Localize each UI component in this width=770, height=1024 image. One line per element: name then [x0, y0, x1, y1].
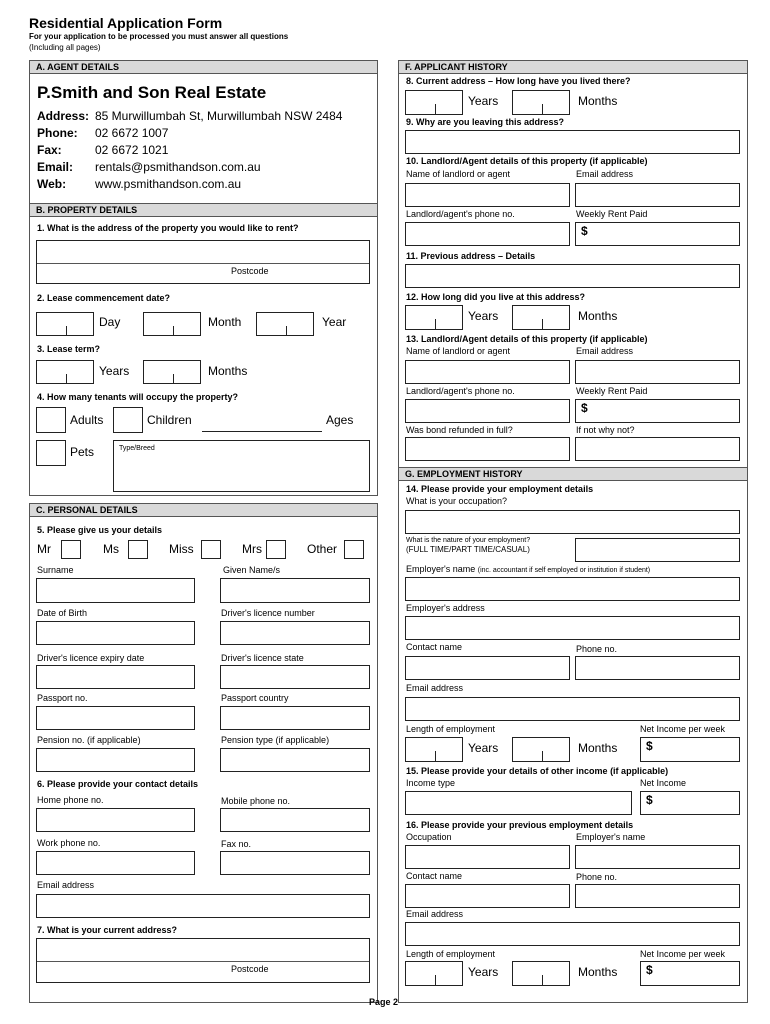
question-2: 2. Lease commencement date? — [37, 293, 171, 303]
months-label: Months — [208, 364, 248, 378]
weekly-rent-label: Weekly Rent Paid — [576, 386, 648, 396]
agent-web: www.psmithandson.com.au — [95, 177, 242, 191]
prev-net-income-field[interactable] — [640, 961, 740, 986]
licence-expiry-field[interactable] — [36, 665, 195, 689]
given-name-label: Given Name/s — [223, 565, 281, 575]
type-breed-label: Type/Breed — [119, 445, 155, 452]
divider — [398, 60, 399, 1003]
prev-landlord-phone-field[interactable] — [405, 399, 570, 423]
property-address-field[interactable] — [36, 240, 370, 284]
section-property-details: B. PROPERTY DETAILS — [29, 203, 378, 217]
nature-field[interactable] — [575, 538, 740, 562]
tick — [66, 374, 67, 383]
agent-web-label: Web: — [37, 177, 67, 191]
agent-address-label: Address: — [37, 109, 90, 123]
licence-number-field[interactable] — [220, 621, 370, 645]
day-label: Day — [99, 315, 121, 329]
question-15: 15. Please provide your details of other income (if applicable) — [406, 766, 669, 776]
prev-contact-name-field[interactable] — [405, 884, 570, 908]
agent-fax-label: Fax: — [37, 143, 62, 157]
contact-name-label: Contact name — [406, 642, 463, 652]
divider — [747, 60, 748, 1003]
previous-address-field[interactable] — [405, 264, 740, 288]
passport-no-label: Passport no. — [37, 693, 88, 703]
contact-name-field[interactable] — [405, 656, 570, 680]
work-phone-label: Work phone no. — [37, 838, 101, 848]
employer-name-text: Employer's name — [406, 564, 476, 574]
divider — [398, 1002, 748, 1003]
current-months-field[interactable] — [512, 90, 570, 115]
title-miss-label: Miss — [169, 542, 194, 556]
email-label: Email address — [37, 880, 95, 890]
occupation-question: What is your occupation? — [406, 496, 508, 506]
net-income-field[interactable] — [640, 737, 740, 762]
question-1: 1. What is the address of the property you would like to rent? — [37, 223, 299, 233]
dollar-sign: $ — [646, 739, 653, 753]
net-income-label: Net Income per week — [640, 724, 726, 734]
employer-name-field[interactable] — [405, 577, 740, 601]
employer-address-field[interactable] — [405, 616, 740, 640]
divider — [29, 495, 378, 496]
nature-label: What is the nature of your employment? — [406, 537, 531, 544]
question-14: 14. Please provide your employment details — [406, 484, 594, 494]
pets-field[interactable] — [36, 440, 66, 466]
weekly-rent-field[interactable] — [575, 222, 740, 246]
dollar-sign: $ — [581, 224, 588, 238]
agent-email-label: Email: — [37, 160, 74, 174]
month-label: Month — [208, 315, 242, 329]
agent-address: 85 Murwillumbah St, Murwillumbah NSW 2484 — [95, 109, 343, 123]
tick — [173, 374, 174, 383]
field-divider — [37, 263, 369, 264]
given-name-field[interactable] — [220, 578, 370, 603]
bond-reason-field[interactable] — [575, 437, 740, 461]
prev-employment-months-field[interactable] — [512, 961, 570, 986]
postcode-label: Postcode — [231, 964, 269, 974]
question-3: 3. Lease term? — [37, 344, 101, 354]
dollar-sign: $ — [646, 963, 653, 977]
agent-fax: 02 6672 1021 — [95, 143, 169, 157]
other-income-field[interactable] — [640, 791, 740, 815]
licence-expiry-label: Driver's licence expiry date — [37, 653, 145, 663]
landlord-name-label: Name of landlord or agent — [406, 346, 511, 356]
section-applicant-history: F. APPLICANT HISTORY — [398, 60, 748, 74]
field-divider — [37, 961, 369, 962]
title-mr-label: Mr — [37, 542, 51, 556]
prev-contact-phone-field[interactable] — [575, 884, 740, 908]
prev-occupation-label: Occupation — [406, 832, 452, 842]
section-personal-details: C. PERSONAL DETAILS — [29, 503, 378, 517]
prev-occupation-field[interactable] — [405, 845, 570, 869]
employment-years-field[interactable] — [405, 737, 463, 762]
form-title: Residential Application Form — [29, 15, 223, 31]
tick — [542, 104, 543, 114]
children-label: Children — [147, 413, 192, 427]
title-ms-checkbox[interactable] — [128, 540, 148, 559]
landlord-name-field[interactable] — [405, 183, 570, 207]
page-number: Page 2 — [369, 997, 399, 1007]
licence-number-label: Driver's licence number — [221, 608, 315, 618]
pension-type-label: Pension type (if applicable) — [221, 735, 330, 745]
prev-employer-email-field[interactable] — [405, 922, 740, 946]
pet-type-breed-field[interactable] — [113, 440, 370, 492]
question-5: 5. Please give us your details — [37, 525, 163, 535]
licence-state-label: Driver's licence state — [221, 653, 304, 663]
occupation-field[interactable] — [405, 510, 740, 534]
tick — [435, 319, 436, 329]
length-label: Length of employment — [406, 724, 496, 734]
question-16: 16. Please provide your previous employment details — [406, 820, 634, 830]
net-income-2-label: Net Income — [640, 778, 687, 788]
title-mr-checkbox[interactable] — [61, 540, 81, 559]
previous-years-field[interactable] — [405, 305, 463, 330]
nature-options: (FULL TIME/PART TIME/CASUAL) — [406, 545, 530, 554]
tick — [542, 975, 543, 985]
question-7: 7. What is your current address? — [37, 925, 178, 935]
form-note-2: (Including all pages) — [29, 43, 101, 52]
passport-no-field[interactable] — [36, 706, 195, 730]
net-income-label: Net Income per week — [640, 949, 726, 959]
lease-months-field[interactable] — [143, 360, 201, 384]
surname-label: Surname — [37, 565, 74, 575]
postcode-label: Postcode — [231, 266, 269, 276]
tick — [542, 319, 543, 329]
years-label: Years — [468, 965, 499, 979]
divider — [29, 503, 30, 1003]
title-other-label: Other — [307, 542, 338, 556]
prev-landlord-email-field[interactable] — [575, 360, 740, 384]
tick — [173, 326, 174, 335]
title-mrs-checkbox[interactable] — [266, 540, 286, 559]
months-label: Months — [578, 309, 618, 323]
divider — [29, 1002, 378, 1003]
length-label: Length of employment — [406, 949, 496, 959]
email-field[interactable] — [36, 894, 370, 918]
year-label: Year — [322, 315, 347, 329]
tick — [66, 326, 67, 335]
weekly-rent-label: Weekly Rent Paid — [576, 209, 648, 219]
pension-type-field[interactable] — [220, 748, 370, 772]
fax-field[interactable] — [220, 851, 370, 875]
prev-employer-field[interactable] — [575, 845, 740, 869]
children-field[interactable] — [113, 407, 143, 433]
contact-phone-field[interactable] — [575, 656, 740, 680]
prev-weekly-rent-field[interactable] — [575, 399, 740, 423]
years-label: Years — [468, 741, 499, 755]
lease-month-field[interactable] — [143, 312, 201, 336]
landlord-name-label: Name of landlord or agent — [406, 169, 511, 179]
section-agent-details: A. AGENT DETAILS — [29, 60, 378, 74]
adults-field[interactable] — [36, 407, 66, 433]
income-type-field[interactable] — [405, 791, 632, 815]
licence-state-field[interactable] — [220, 665, 370, 689]
surname-field[interactable] — [36, 578, 195, 603]
lease-day-field[interactable] — [36, 312, 94, 336]
years-label: Years — [99, 364, 130, 378]
prev-landlord-name-field[interactable] — [405, 360, 570, 384]
dollar-sign: $ — [646, 793, 653, 807]
ages-label: Ages — [326, 413, 354, 427]
contact-name-label: Contact name — [406, 871, 463, 881]
employer-name-label — [406, 565, 650, 575]
question-8: 8. Current address – How long have you lived there? — [406, 76, 631, 86]
tick — [435, 975, 436, 985]
employment-months-field[interactable] — [512, 737, 570, 762]
email-label: Email address — [406, 683, 464, 693]
email-label: Email address — [406, 909, 464, 919]
question-4: 4. How many tenants will occupy the property? — [37, 392, 239, 402]
months-label: Months — [578, 741, 618, 755]
question-10: 10. Landlord/Agent details of this property (if applicable) — [406, 156, 648, 166]
title-miss-checkbox[interactable] — [201, 540, 221, 559]
landlord-phone-label: Landlord/agent's phone no. — [406, 209, 515, 219]
tick — [542, 751, 543, 761]
agent-name: P.Smith and Son Real Estate — [37, 83, 267, 102]
months-label: Months — [578, 94, 618, 108]
dollar-sign: $ — [581, 401, 588, 415]
employer-email-field[interactable] — [405, 697, 740, 721]
adults-label: Adults — [70, 413, 104, 427]
landlord-phone-label: Landlord/agent's phone no. — [406, 386, 515, 396]
mobile-phone-field[interactable] — [220, 808, 370, 832]
agent-phone: 02 6672 1007 — [95, 126, 169, 140]
question-12: 12. How long did you live at this address? — [406, 292, 586, 302]
section-employment-history: G. EMPLOYMENT HISTORY — [398, 467, 748, 481]
tick — [435, 104, 436, 114]
years-label: Years — [468, 309, 499, 323]
years-label: Years — [468, 94, 499, 108]
fax-label: Fax no. — [221, 839, 252, 849]
question-9: 9. Why are you leaving this address? — [406, 117, 565, 127]
mobile-phone-label: Mobile phone no. — [221, 796, 291, 806]
employer-name-note: (inc. accountant if self employed or institution if student) — [477, 567, 651, 574]
form-note: For your application to be processed you must answer all questions — [29, 32, 289, 41]
ages-line[interactable] — [202, 431, 322, 432]
passport-country-label: Passport country — [221, 693, 289, 703]
pension-no-field[interactable] — [36, 748, 195, 772]
pension-no-label: Pension no. (if applicable) — [37, 735, 141, 745]
bond-field[interactable] — [405, 437, 570, 461]
current-address-field[interactable] — [36, 938, 370, 983]
question-13: 13. Landlord/Agent details of this property (if applicable) — [406, 334, 648, 344]
title-ms-label: Ms — [103, 542, 119, 556]
title-mrs-label: Mrs — [242, 542, 262, 556]
divider — [29, 60, 30, 495]
agent-phone-label: Phone: — [37, 126, 78, 140]
bond-label: Was bond refunded in full? — [406, 425, 513, 435]
agent-email: rentals@psmithandson.com.au — [95, 160, 261, 174]
if-not-label: If not why not? — [576, 425, 635, 435]
employer-address-label: Employer's address — [406, 603, 485, 613]
lease-years-field[interactable] — [36, 360, 94, 384]
landlord-email-label: Email address — [576, 346, 634, 356]
prev-employer-label: Employer's name — [576, 832, 646, 842]
tick — [435, 751, 436, 761]
landlord-email-label: Email address — [576, 169, 634, 179]
dob-field[interactable] — [36, 621, 195, 645]
phone-no-label: Phone no. — [576, 644, 618, 654]
home-phone-field[interactable] — [36, 808, 195, 832]
income-type-label: Income type — [406, 778, 456, 788]
prev-employment-years-field[interactable] — [405, 961, 463, 986]
divider — [377, 60, 378, 495]
leaving-reason-field[interactable] — [405, 130, 740, 154]
dob-label: Date of Birth — [37, 608, 88, 618]
landlord-email-field[interactable] — [575, 183, 740, 207]
question-6: 6. Please provide your contact details — [37, 779, 199, 789]
title-other-checkbox[interactable] — [344, 540, 364, 559]
previous-months-field[interactable] — [512, 305, 570, 330]
passport-country-field[interactable] — [220, 706, 370, 730]
question-11: 11. Previous address – Details — [406, 251, 536, 261]
work-phone-field[interactable] — [36, 851, 195, 875]
landlord-phone-field[interactable] — [405, 222, 570, 246]
tick — [286, 326, 287, 335]
pets-label: Pets — [70, 445, 95, 459]
lease-year-field[interactable] — [256, 312, 314, 336]
current-years-field[interactable] — [405, 90, 463, 115]
home-phone-label: Home phone no. — [37, 795, 104, 805]
months-label: Months — [578, 965, 618, 979]
divider — [377, 503, 378, 1003]
phone-no-label: Phone no. — [576, 872, 618, 882]
